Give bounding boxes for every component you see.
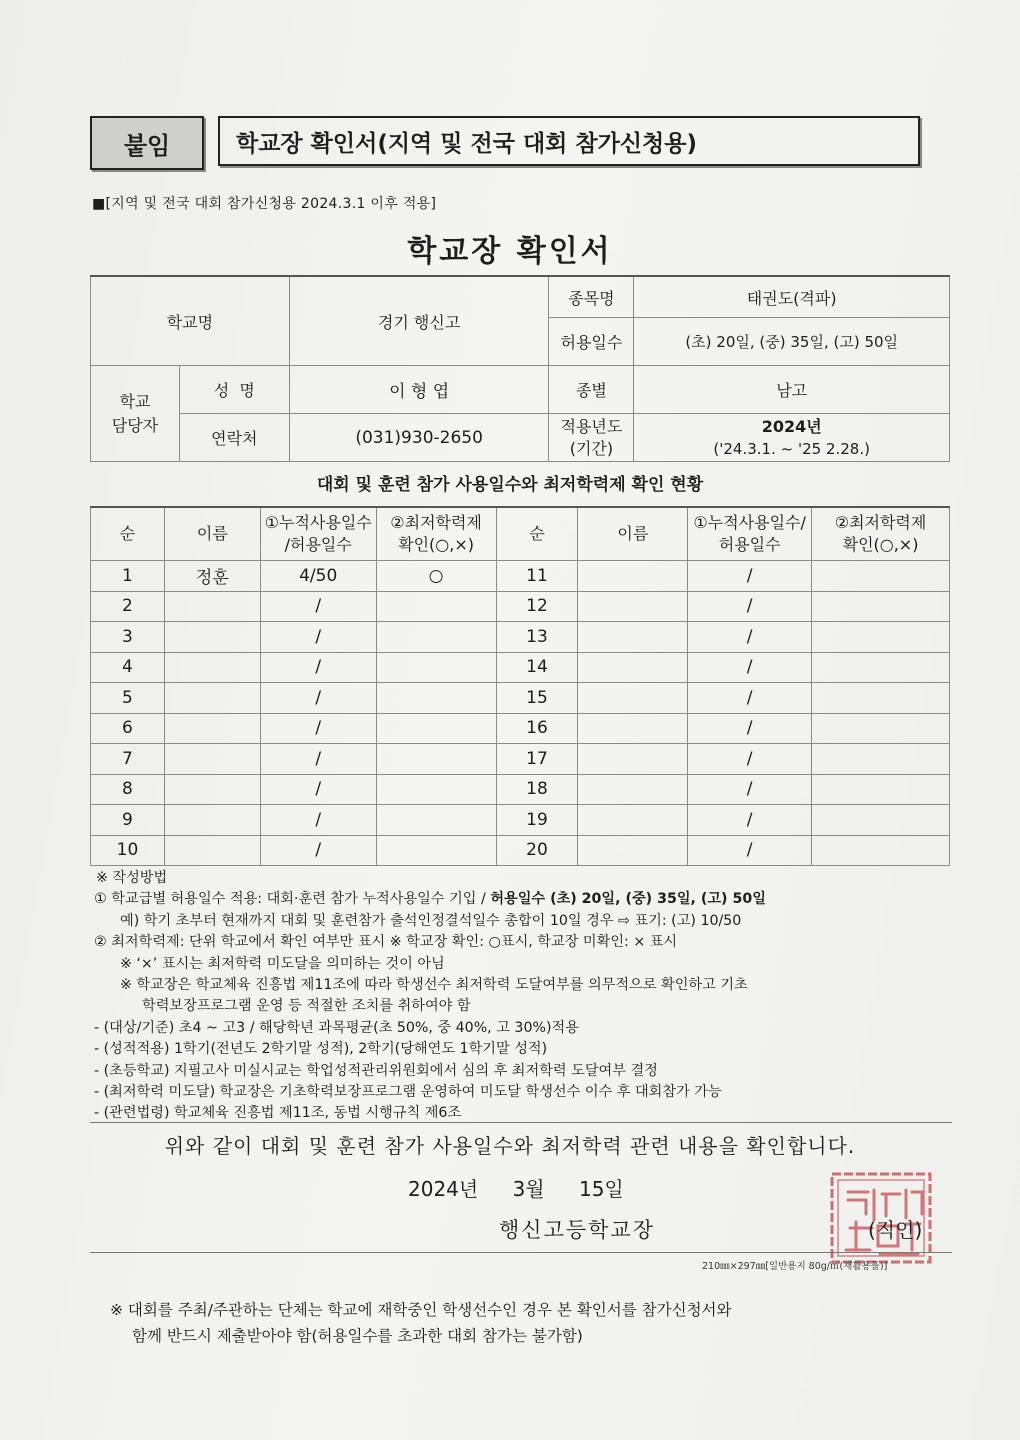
name-value: 이 형 엽 <box>289 366 549 414</box>
attachment-tag: 붙임 <box>90 116 204 170</box>
days-used: / <box>688 744 812 775</box>
gender-label: 종별 <box>549 366 634 414</box>
student-name <box>164 652 260 683</box>
instructions <box>94 868 954 1125</box>
days-used: / <box>260 774 376 805</box>
academic-check <box>376 805 496 836</box>
roster-table <box>90 506 950 866</box>
days-used: / <box>688 591 812 622</box>
student-name <box>578 561 688 592</box>
row-number: 17 <box>496 744 578 775</box>
section-title: 대회 및 훈련 참가 사용일수와 최저학력제 확인 현황 <box>316 475 704 495</box>
instruction-line-3: ② 최저학력제: 단위 학교에서 확인 여부만 표시 ※ 학교장 확인: ○표시, 학교장 미확인: × 표시 <box>94 934 678 951</box>
instruction-line-1 <box>94 889 954 910</box>
academic-check <box>376 713 496 744</box>
confirmation-text: 위와 같이 대회 및 훈련 참가 사용일수와 최저학력 관련 내용을 확인합니다. <box>164 1134 856 1158</box>
row-number: 12 <box>496 591 578 622</box>
paper-spec: 210㎜×297㎜[일반용지 80g/㎡(재활용품)] <box>702 1261 888 1272</box>
col-check-right: ②최저학력제 확인(○,×) <box>812 507 950 561</box>
row-number: 3 <box>91 622 165 653</box>
student-name <box>164 622 260 653</box>
student-name <box>578 744 688 775</box>
days-used: / <box>260 744 376 775</box>
instruction-line-2: 예) 학기 초부터 현재까지 대회 및 훈련참가 출석인정결석일수 총합이 10일 경우 ⇨ 표기: (고) 10/50 <box>120 912 742 929</box>
school-info-table <box>90 275 950 462</box>
row-number: 11 <box>496 561 578 592</box>
academic-check <box>812 622 950 653</box>
days-used: / <box>688 805 812 836</box>
days-used: / <box>688 774 812 805</box>
table-row <box>91 744 950 775</box>
row-number: 4 <box>91 652 165 683</box>
footer-line-1: ※ 대회를 주최/주관하는 단체는 학교에 재학중인 학생선수인 경우 본 확인서를 참가신청서와 <box>110 1301 732 1319</box>
year-label: 적용년도 (기간) <box>549 414 634 462</box>
academic-check <box>376 622 496 653</box>
student-name <box>164 591 260 622</box>
instruction-line-11: - (관련법령) 학교체육 진흥법 제11조, 동법 시행규칙 제6조 <box>94 1105 462 1122</box>
footer-note <box>110 1297 731 1349</box>
row-number: 1 <box>91 561 165 592</box>
academic-check <box>812 561 950 592</box>
academic-check <box>812 652 950 683</box>
manager-label: 학교 담당자 <box>91 366 180 462</box>
row-number: 8 <box>91 774 165 805</box>
sport-label: 종목명 <box>549 276 634 318</box>
student-name <box>164 774 260 805</box>
academic-check <box>812 713 950 744</box>
school-label: 학교명 <box>91 276 290 366</box>
school-value: 경기 행신고 <box>289 276 549 366</box>
divider-top <box>90 1122 952 1123</box>
year-period: ('24.3.1. ~ '25 2.28.) <box>713 439 870 458</box>
row-number: 13 <box>496 622 578 653</box>
document-title: 학교장 확인서 <box>407 234 613 269</box>
row-number: 16 <box>496 713 578 744</box>
days-used: / <box>260 591 376 622</box>
days-used: / <box>260 652 376 683</box>
days-used: / <box>260 835 376 866</box>
applicability-note: ■[지역 및 전국 대회 참가신청용 2024.3.1 이후 적용] <box>92 196 437 212</box>
academic-check <box>812 805 950 836</box>
row-number: 10 <box>91 835 165 866</box>
days-used: / <box>260 805 376 836</box>
academic-check <box>376 744 496 775</box>
days-used: / <box>688 713 812 744</box>
table-row <box>91 805 950 836</box>
instruction-1a: ① 학교급별 허용일수 적용: 대회·훈련 참가 누적사용일수 기입 / <box>94 891 491 908</box>
academic-check <box>812 683 950 714</box>
student-name <box>578 591 688 622</box>
days-used: / <box>688 835 812 866</box>
student-name <box>164 683 260 714</box>
principal-title: 행신고등학교장 <box>499 1218 656 1242</box>
table-row <box>91 652 950 683</box>
instruction-line-8: - (성적적용) 1학기(전년도 2학기말 성적), 2학기(당해연도 1학기말 성적) <box>94 1041 548 1058</box>
academic-check <box>376 652 496 683</box>
row-number: 18 <box>496 774 578 805</box>
table-row <box>91 591 950 622</box>
attachment-title: 학교장 확인서(지역 및 전국 대회 참가신청용) <box>218 116 920 166</box>
seal-label: (직인) <box>868 1218 923 1242</box>
instructions-title: ※ 작성방법 <box>96 870 168 886</box>
academic-check <box>812 591 950 622</box>
table-row <box>91 622 950 653</box>
instruction-line-9: - (초등학교) 지필고사 미실시교는 학업성적관리위원회에서 심의 후 최저학력 도달여부 결정 <box>94 1062 658 1079</box>
row-number: 6 <box>91 713 165 744</box>
year-cell <box>634 414 950 462</box>
attachment-header <box>90 116 924 172</box>
student-name <box>164 713 260 744</box>
col-check-left: ②최저학력제 확인(○,×) <box>376 507 496 561</box>
academic-check <box>376 591 496 622</box>
student-name <box>164 835 260 866</box>
contact-label: 연락처 <box>179 414 289 462</box>
sport-value: 태권도(격파) <box>634 276 950 318</box>
col-no-right: 순 <box>496 507 578 561</box>
days-used: 4/50 <box>260 561 376 592</box>
days-used: / <box>688 561 812 592</box>
academic-check <box>812 774 950 805</box>
student-name <box>578 713 688 744</box>
table-row <box>91 561 950 592</box>
instruction-line-4: ※ ‘×’ 표시는 최저학력 미도달을 의미하는 것이 아님 <box>120 955 445 972</box>
instruction-line-6: 학력보장프로그램 운영 등 적절한 조치를 취하여야 함 <box>142 998 471 1015</box>
table-row <box>91 835 950 866</box>
col-name-left: 이름 <box>164 507 260 561</box>
academic-check: ○ <box>376 561 496 592</box>
year-value: 2024년 <box>761 416 822 436</box>
academic-check <box>376 835 496 866</box>
row-number: 15 <box>496 683 578 714</box>
days-used: / <box>688 683 812 714</box>
col-days-left: ①누적사용일수 /허용일수 <box>260 507 376 561</box>
days-used: / <box>260 622 376 653</box>
days-used: / <box>260 683 376 714</box>
allowed-days-label: 허용일수 <box>549 318 634 366</box>
instruction-line-5: ※ 학교장은 학교체육 진흥법 제11조에 따라 학생선수 최저학력 도달여부를 의무적으로 확인하고 기초 <box>120 977 748 994</box>
row-number: 7 <box>91 744 165 775</box>
row-number: 14 <box>496 652 578 683</box>
student-name: 정훈 <box>164 561 260 592</box>
days-used: / <box>688 622 812 653</box>
col-days-right: ①누적사용일수/ 허용일수 <box>688 507 812 561</box>
student-name <box>578 835 688 866</box>
student-name <box>578 683 688 714</box>
table-row <box>91 774 950 805</box>
row-number: 9 <box>91 805 165 836</box>
row-number: 20 <box>496 835 578 866</box>
academic-check <box>812 835 950 866</box>
student-name <box>578 652 688 683</box>
academic-check <box>376 683 496 714</box>
academic-check <box>812 744 950 775</box>
row-number: 2 <box>91 591 165 622</box>
col-no-left: 순 <box>91 507 165 561</box>
student-name <box>578 774 688 805</box>
roster-header-row <box>91 507 950 561</box>
instruction-line-10: - (최저학력 미도달) 학교장은 기초학력보장프로그램 운영하여 미도달 학생선수 이수 후 대회참가 가능 <box>94 1084 722 1101</box>
instruction-line-7: - (대상/기준) 초4 ~ 고3 / 해당학년 과목평균(초 50%, 중 40%, 고 30%)적용 <box>94 1019 579 1036</box>
table-row <box>91 683 950 714</box>
academic-check <box>376 774 496 805</box>
signing-date: 2024년 3월 15일 <box>408 1177 624 1201</box>
allowed-days-value: (초) 20일, (중) 35일, (고) 50일 <box>634 318 950 366</box>
student-name <box>164 805 260 836</box>
instruction-1b: 허용일수 (초) 20일, (중) 35일, (고) 50일 <box>490 891 766 908</box>
contact-value: (031)930-2650 <box>289 414 549 462</box>
col-name-right: 이름 <box>578 507 688 561</box>
row-number: 19 <box>496 805 578 836</box>
student-name <box>578 622 688 653</box>
footer-line-2: 함께 반드시 제출받아야 함(허용일수를 초과한 대회 참가는 불가함) <box>132 1327 583 1345</box>
name-label: 성 명 <box>179 366 289 414</box>
divider-bottom <box>90 1252 952 1253</box>
days-used: / <box>260 713 376 744</box>
row-number: 5 <box>91 683 165 714</box>
days-used: / <box>688 652 812 683</box>
student-name <box>164 744 260 775</box>
gender-value: 남고 <box>634 366 950 414</box>
table-row <box>91 713 950 744</box>
student-name <box>578 805 688 836</box>
